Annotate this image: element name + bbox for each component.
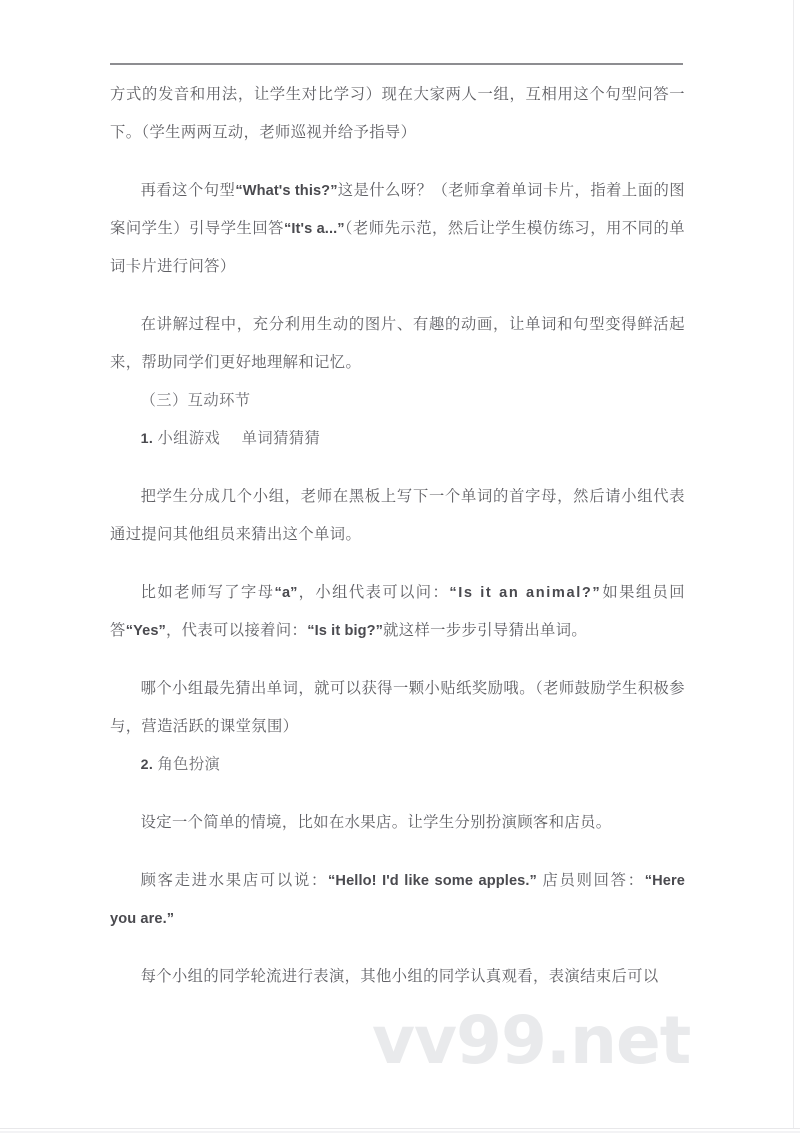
document-body	[110, 76, 685, 996]
paragraph-11-mid-1: 店员则回答：	[542, 872, 645, 889]
paragraph-7-quote-2: “Is it an animal?”	[449, 585, 602, 601]
subsection-heading-2	[110, 746, 685, 784]
paragraph-7-quote-4: “Is it big?”	[307, 623, 384, 639]
paragraph-3: 在讲解过程中，充分利用生动的图片、有趣的动画，让单词和句型变得鲜活起来，帮助同学们更好地理解和记忆。	[110, 316, 685, 371]
page-edge-bottom-shadow	[0, 1131, 800, 1133]
paragraph-2-lead: 再看这个句型	[140, 182, 236, 199]
paragraph-7	[110, 574, 685, 650]
paragraph-12: 每个小组的同学轮流进行表演，其他小组的同学认真观看，表演结束后可以	[140, 968, 659, 985]
paragraph-7-quote-3: “Yes”	[125, 623, 166, 639]
paragraph-7-mid-2: 如果组员回答	[110, 584, 685, 639]
section-heading-interaction: （三）互动环节	[140, 392, 251, 409]
paragraph-11-lead: 顾客走进水果店可以说：	[140, 872, 329, 889]
paragraph-11-quote-2: “Here you are.”	[110, 873, 686, 927]
paragraph-7-mid-4: 就这样一步步引导猜出单词。	[383, 622, 588, 639]
paragraph-2-mid-1: 这是什么呀？（老师拿着单词卡片，指着上面的图案问学生）引导学生回答	[110, 182, 685, 237]
paragraph-8: 哪个小组最先猜出单词，就可以获得一颗小贴纸奖励哦。（老师鼓励学生积极参与，营造活跃的课堂氛围）	[110, 680, 685, 735]
page-edge-right	[793, 0, 794, 1129]
site-watermark: vv99.net	[372, 1002, 691, 1079]
subsection-2-number: 2.	[140, 757, 154, 773]
paragraph-7-lead: 比如老师写了字母	[140, 584, 275, 601]
paragraph-7-mid-3: ，代表可以接着问：	[165, 622, 308, 639]
page-edge-bottom	[0, 1128, 800, 1129]
paragraph-2-mid-2: （老师先示范，然后让学生模仿练习，用不同的单词卡片进行问答）	[110, 220, 685, 275]
paragraph-11-quote-1: “Hello! I'd like some apples.”	[328, 873, 537, 889]
paragraph-2-quote-2: “It's a...”	[284, 221, 345, 237]
paragraph-2	[110, 172, 685, 286]
paragraph-2-quote-1: “What's this?”	[235, 183, 338, 199]
paragraph-1: 方式的发音和用法，让学生对比学习）现在大家两人一组，互相用这个句型问答一下。（学生两两互动，老师巡视并给予指导）	[110, 86, 685, 141]
subsection-1-subtitle: 单词猜猜猜	[241, 430, 321, 447]
subsection-heading-1	[110, 420, 685, 458]
paragraph-10: 设定一个简单的情境，比如在水果店。让学生分别扮演顾客和店员。	[140, 814, 612, 831]
paragraph-7-mid-1: ，小组代表可以问：	[297, 584, 450, 601]
subsection-2-title: 角色扮演	[157, 756, 221, 773]
paragraph-6: 把学生分成几个小组，老师在黑板上写下一个单词的首字母，然后请小组代表通过提问其他组员来猜出这个单词。	[110, 488, 685, 543]
paragraph-11	[110, 862, 685, 938]
subsection-1-title: 小组游戏	[157, 430, 221, 447]
header-rule	[110, 63, 683, 65]
subsection-1-number: 1.	[140, 431, 154, 447]
paragraph-7-quote-1: “a”	[274, 585, 298, 601]
